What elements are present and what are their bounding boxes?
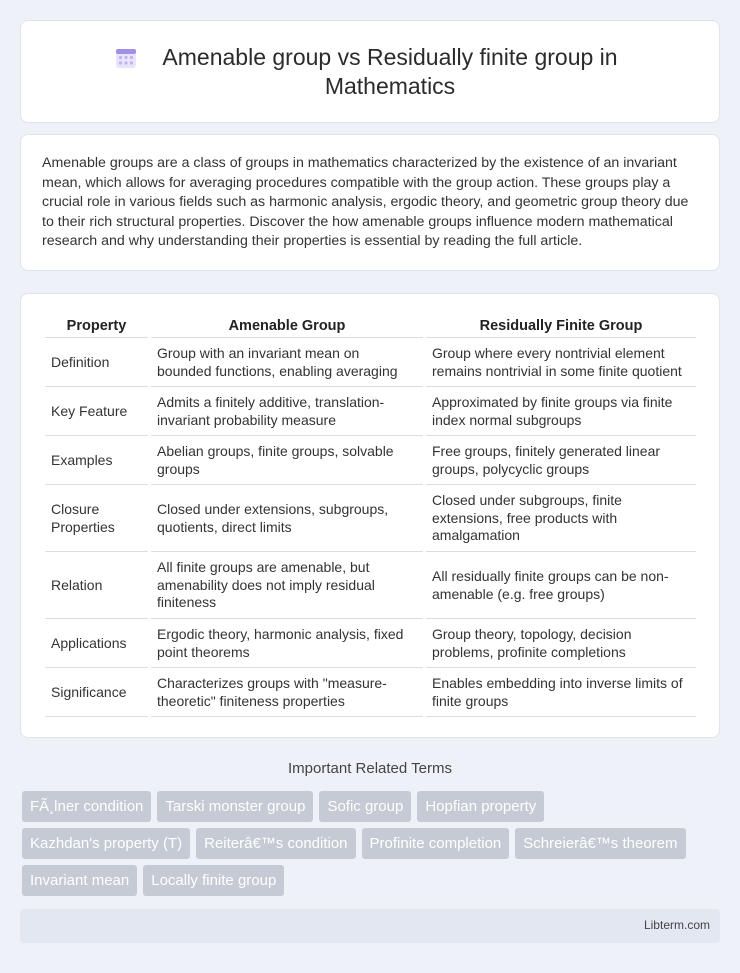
tag-row (22, 865, 722, 896)
residually-finite-cell: Group where every nontrivial element remains nontrivial in some finite quotient (426, 338, 696, 387)
page-title: Amenable group vs Residually finite group in Mathematics (162, 44, 618, 99)
title-card (20, 20, 720, 123)
table-row (45, 436, 696, 485)
related-term-tag[interactable]: Locally finite group (143, 865, 284, 896)
comparison-card (20, 293, 720, 738)
table-row (45, 387, 696, 436)
tag-row (22, 791, 722, 822)
table-row (45, 668, 696, 717)
column-header-residually-finite: Residually Finite Group (426, 314, 696, 338)
comparison-table (42, 314, 699, 717)
amenable-cell: All finite groups are amenable, but amenability does not imply residual finiteness (151, 552, 423, 619)
residually-finite-cell: Approximated by finite groups via finite index normal subgroups (426, 387, 696, 436)
intro-card (20, 134, 720, 271)
related-terms-list (22, 791, 722, 902)
property-cell: Significance (45, 668, 148, 717)
property-cell: Examples (45, 436, 148, 485)
amenable-cell: Group with an invariant mean on bounded functions, enabling averaging (151, 338, 423, 387)
footer-bar (20, 909, 720, 943)
property-cell: Definition (45, 338, 148, 387)
table-row (45, 552, 696, 619)
footer-site-link[interactable]: Libterm.com (643, 918, 710, 932)
intro-paragraph: Amenable groups are a class of groups in mathematics characterized by the existence of an invariant mean, which allows for averaging procedures compatible with the group action. These groups play a crucial role in various fields such as harmonic analysis, ergodic theory, and geometric group theory due to their rich structural properties. Discover the how amenable groups influence modern mathematical research and why understanding their properties is essential by reading the full article. (42, 155, 689, 250)
column-header-property: Property (45, 314, 148, 338)
related-term-tag[interactable]: Hopfian property (417, 791, 544, 822)
related-term-tag[interactable]: Sofic group (319, 791, 411, 822)
column-header-amenable: Amenable Group (151, 314, 423, 338)
residually-finite-cell: Group theory, topology, decision problems, profinite completions (426, 619, 696, 668)
related-term-tag[interactable]: Kazhdan's property (T) (22, 828, 190, 859)
related-term-tag[interactable]: Schreierâ€™s theorem (515, 828, 685, 859)
table-row (45, 338, 696, 387)
related-term-tag[interactable]: Invariant mean (22, 865, 137, 896)
residually-finite-cell: Closed under subgroups, finite extensions, free products with amalgamation (426, 485, 696, 552)
amenable-cell: Ergodic theory, harmonic analysis, fixed point theorems (151, 619, 423, 668)
table-row (45, 485, 696, 552)
related-terms-heading: Important Related Terms (288, 760, 452, 777)
table-header-row (45, 314, 696, 338)
amenable-cell: Admits a finitely additive, translation-invariant probability measure (151, 387, 423, 436)
property-cell: Closure Properties (45, 485, 148, 552)
amenable-cell: Closed under extensions, subgroups, quotients, direct limits (151, 485, 423, 552)
tag-row (22, 828, 722, 859)
amenable-cell: Characterizes groups with "measure-theoretic" finiteness properties (151, 668, 423, 717)
related-term-tag[interactable]: Reiterâ€™s condition (196, 828, 355, 859)
residually-finite-cell: Enables embedding into inverse limits of finite groups (426, 668, 696, 717)
property-cell: Applications (45, 619, 148, 668)
residually-finite-cell: Free groups, finitely generated linear groups, polycyclic groups (426, 436, 696, 485)
property-cell: Relation (45, 552, 148, 619)
property-cell: Key Feature (45, 387, 148, 436)
related-term-tag[interactable]: FÃ¸lner condition (22, 791, 151, 822)
residually-finite-cell: All residually finite groups can be non-amenable (e.g. free groups) (426, 552, 696, 619)
table-row (45, 619, 696, 668)
related-term-tag[interactable]: Profinite completion (362, 828, 510, 859)
amenable-cell: Abelian groups, finite groups, solvable groups (151, 436, 423, 485)
related-term-tag[interactable]: Tarski monster group (157, 791, 313, 822)
